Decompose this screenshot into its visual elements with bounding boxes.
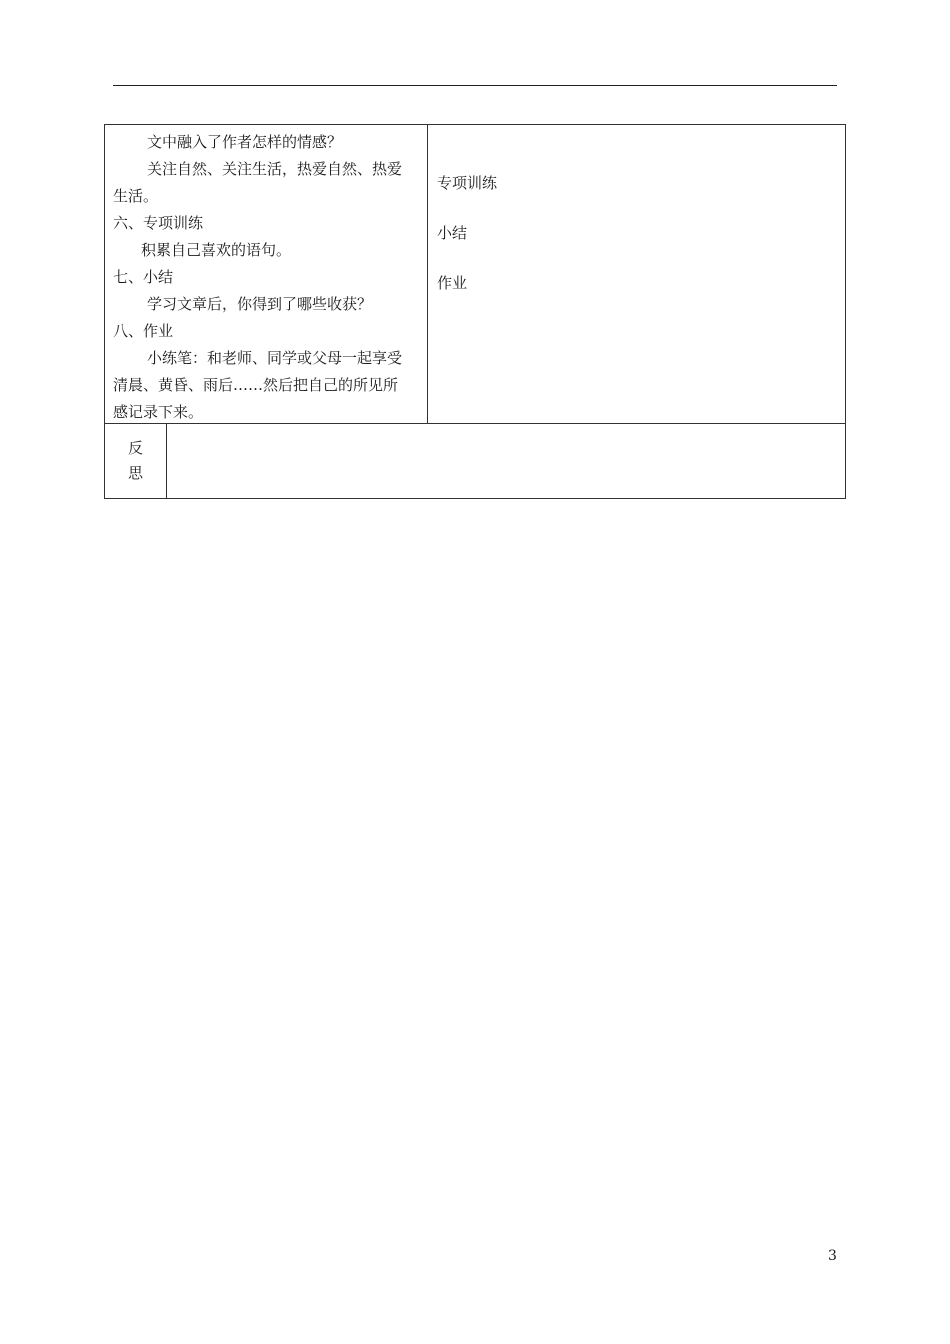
answer-line-2: 生活。	[113, 187, 159, 205]
question-emotion: 文中融入了作者怎样的情感？	[147, 133, 343, 151]
homework-line-2: 清晨、黄昏、雨后……然后把自己的所见所	[113, 376, 399, 394]
right-item-training: 专项训练	[437, 174, 498, 192]
reflection-label-cell	[105, 424, 167, 498]
section-heading-six: 六、专项训练	[113, 214, 204, 232]
lesson-plan-table	[104, 124, 846, 499]
homework-line-3: 感记录下来。	[113, 403, 204, 421]
page-number: 3	[828, 1248, 837, 1264]
answer-line-1: 关注自然、关注生活，热爱自然、热爱	[147, 160, 403, 178]
right-item-summary: 小结	[437, 224, 468, 242]
teaching-content-cell	[105, 125, 428, 424]
section-heading-eight: 八、作业	[113, 322, 174, 340]
right-item-homework: 作业	[437, 274, 468, 292]
reflection-label-char-2: 思	[127, 464, 143, 482]
header-rule	[113, 85, 837, 86]
design-intent-cell	[428, 125, 845, 424]
reflection-label-char-1: 反	[127, 439, 143, 457]
section-seven-body: 学习文章后，你得到了哪些收获？	[147, 295, 373, 313]
homework-line-1: 小练笔：和老师、同学或父母一起享受	[147, 349, 403, 367]
reflection-content-cell	[167, 424, 845, 498]
section-six-body: 积累自己喜欢的语句。	[141, 241, 292, 259]
section-heading-seven: 七、小结	[113, 268, 174, 286]
